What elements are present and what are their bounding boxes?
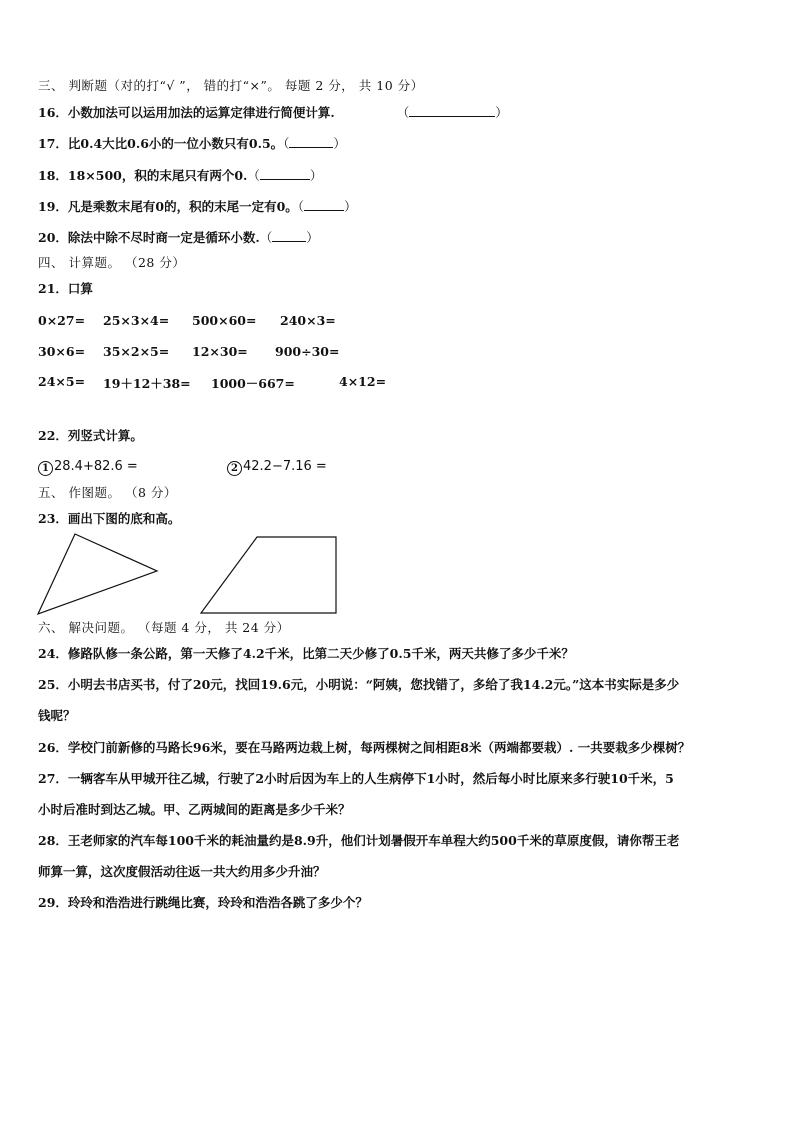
paren-close: ） (306, 230, 319, 245)
question-18-text: 18．18×500，积的末尾只有两个0. (38, 168, 248, 183)
trapezoid-figure (201, 537, 336, 613)
section-4-title: 四、 计算题。 （28 分） (38, 255, 186, 270)
question-17 (38, 135, 346, 152)
oral-calc-item: 0×27= (38, 313, 86, 328)
section-5-title: 五、 作图题。 （8 分） (38, 485, 177, 500)
question-27-cont: 小时后准时到达乙城。甲、乙两城间的距离是多少千米？ (38, 802, 351, 817)
paren-close: ） (333, 136, 346, 151)
section-6-title: 六、 解决问题。 （每题 4 分， 共 24 分） (38, 620, 290, 635)
question-19 (38, 198, 357, 215)
question-16 (38, 104, 508, 121)
oral-calc-item: 24×5= (38, 374, 86, 389)
question-20 (38, 229, 319, 246)
question-22-label: 22．列竖式计算。 (38, 428, 143, 443)
answer-blank-16[interactable] (409, 104, 495, 117)
question-17-text: 17．比0.4大比0.6小的一位小数只有0.5。 (38, 136, 284, 151)
question-20-text: 20．除法中除不尽时商一定是循环小数. (38, 230, 260, 245)
oral-calc-item: 1000－667= (211, 376, 295, 391)
vertical-calc-expr: 42.2−7.16 = (243, 459, 327, 474)
oral-calc-item: 12×30= (192, 344, 248, 359)
paren-open: （ (247, 168, 260, 183)
question-28-cont: 师算一算，这次度假活动往返一共大约用多少升油？ (38, 864, 326, 879)
vertical-calc-2 (227, 458, 327, 476)
question-19-text: 19．凡是乘数末尾有0的，积的末尾一定有0。 (38, 199, 298, 214)
circled-number: 1 (38, 461, 53, 476)
question-24: 24．修路队修一条公路，第一天修了4.2千米，比第二天少修了0.5千米，两天共修了多少千米？ (38, 646, 574, 661)
answer-blank-20[interactable] (272, 229, 306, 242)
oral-calc-item: 900÷30= (275, 344, 340, 359)
paren-close: ） (344, 199, 357, 214)
oral-calc-item: 25×3×4= (103, 313, 170, 328)
paren-open: （ (283, 136, 290, 151)
question-23: 23．画出下图的底和高。 (38, 511, 181, 526)
answer-blank-17[interactable] (289, 135, 333, 148)
question-27: 27．一辆客车从甲城开往乙城，行驶了2小时后因为车上的人生病停下1小时，然后每小时比原来多行驶10千米，5 (38, 771, 674, 786)
section-3-title: 三、 判断题（对的打“√ ”， 错的打“×”。 每题 2 分， 共 10 分） (38, 78, 424, 93)
paren-open: （ (297, 199, 305, 214)
oral-calc-item: 30×6= (38, 344, 86, 359)
triangle-figure (38, 534, 157, 614)
question-18 (38, 167, 322, 184)
question-16-text: 16．小数加法可以运用加法的运算定律进行简便计算. (38, 105, 335, 120)
circled-number: 2 (227, 461, 242, 476)
question-25: 25．小明去书店买书，付了20元，找回19.6元，小明说：“阿姨，您找错了，多给了我14.2元。”这本书实际是多少 (38, 677, 680, 692)
answer-blank-19[interactable] (304, 198, 344, 211)
vertical-calc-1 (38, 458, 138, 476)
paren-close: ） (495, 105, 508, 120)
oral-calc-item: 500×60= (192, 313, 257, 328)
oral-calc-item: 35×2×5= (103, 344, 170, 359)
paren-open: （ (396, 105, 410, 120)
paren-close: ） (309, 168, 323, 183)
oral-calc-item: 240×3= (280, 313, 336, 328)
oral-calc-item: 4×12= (339, 374, 387, 389)
paren-open: （ (259, 230, 273, 245)
question-29: 29．玲玲和浩浩进行跳绳比赛，玲玲和浩浩各跳了多少个？ (38, 895, 368, 910)
question-26: 26．学校门前新修的马路长96米，要在马路两边栽上树，每两棵树之间相距8米（两端都要栽）. 一共要栽多少棵树？ (38, 740, 691, 755)
question-25-cont: 钱呢？ (38, 708, 76, 723)
oral-calc-item: 19＋12＋38= (103, 376, 191, 391)
question-28: 28．王老师家的汽车每100千米的耗油量约是8.9升，他们计划暑假开车单程大约500千米的草原度假，请你帮王老 (38, 833, 680, 848)
question-21-label: 21．口算 (38, 281, 93, 296)
answer-blank-18[interactable] (260, 167, 310, 180)
vertical-calc-expr: 28.4+82.6 = (54, 459, 138, 474)
